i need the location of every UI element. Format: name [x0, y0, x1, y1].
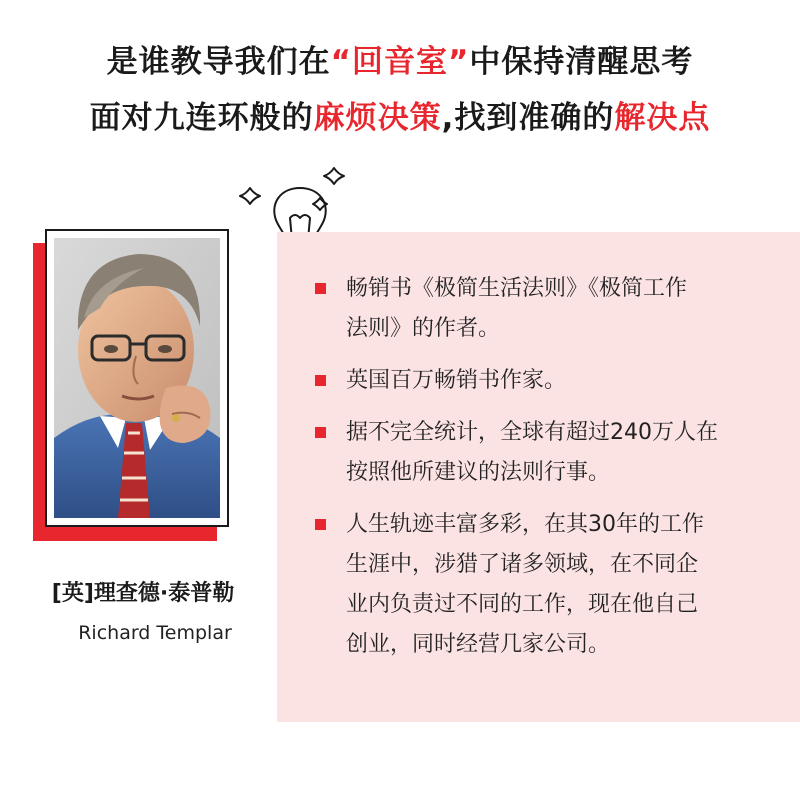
bio-line: 法则》的作者。 [346, 316, 501, 341]
bullet-square-icon [315, 519, 326, 530]
sparkle-icon [324, 168, 344, 184]
bullet-square-icon [315, 283, 326, 294]
author-name-cn: [英]理查德·泰普勒 [51, 581, 235, 606]
author-bio-panel [277, 232, 800, 722]
bio-line: 生涯中，涉猎了诸多领域，在不同企 [346, 552, 699, 577]
bio-line: 畅销书《极简生活法则》《极简工作 [346, 276, 688, 301]
headline-highlight: 解决点 [614, 100, 711, 136]
bio-line: 按照他所建议的法则行事。 [346, 460, 611, 485]
bullet-square-icon [315, 427, 326, 438]
author-photo [45, 229, 229, 527]
bio-item [277, 269, 800, 349]
bio-line: 据不完全统计，全球有超过240万人在 [346, 420, 718, 445]
headline-highlight: “回音室” [330, 44, 470, 80]
bio-item [277, 505, 800, 665]
headline-text: 中保持清醒思考 [469, 44, 694, 80]
bio-item [277, 361, 800, 401]
bio-line: 人生轨迹丰富多彩，在其30年的工作 [346, 512, 704, 537]
bio-line: 创业，同时经营几家公司。 [346, 632, 611, 657]
headline-line-1 [0, 36, 800, 81]
headline-text: 是谁教导我们在 [106, 44, 331, 80]
bio-line: 英国百万畅销书作家。 [346, 368, 567, 393]
bio-item [277, 413, 800, 493]
headline-text: ,找到准确的 [441, 100, 615, 136]
bio-line: 业内负责过不同的工作，现在他自己 [346, 592, 699, 617]
headline-line-2 [0, 92, 800, 137]
bio-list [277, 269, 800, 677]
headline-highlight: 麻烦决策 [313, 100, 442, 136]
headline-text: 面对九连环般的 [89, 100, 314, 136]
bullet-square-icon [315, 375, 326, 386]
author-portrait [54, 238, 220, 518]
sparkle-icon [240, 188, 260, 204]
author-name-en: Richard Templar [78, 622, 232, 644]
